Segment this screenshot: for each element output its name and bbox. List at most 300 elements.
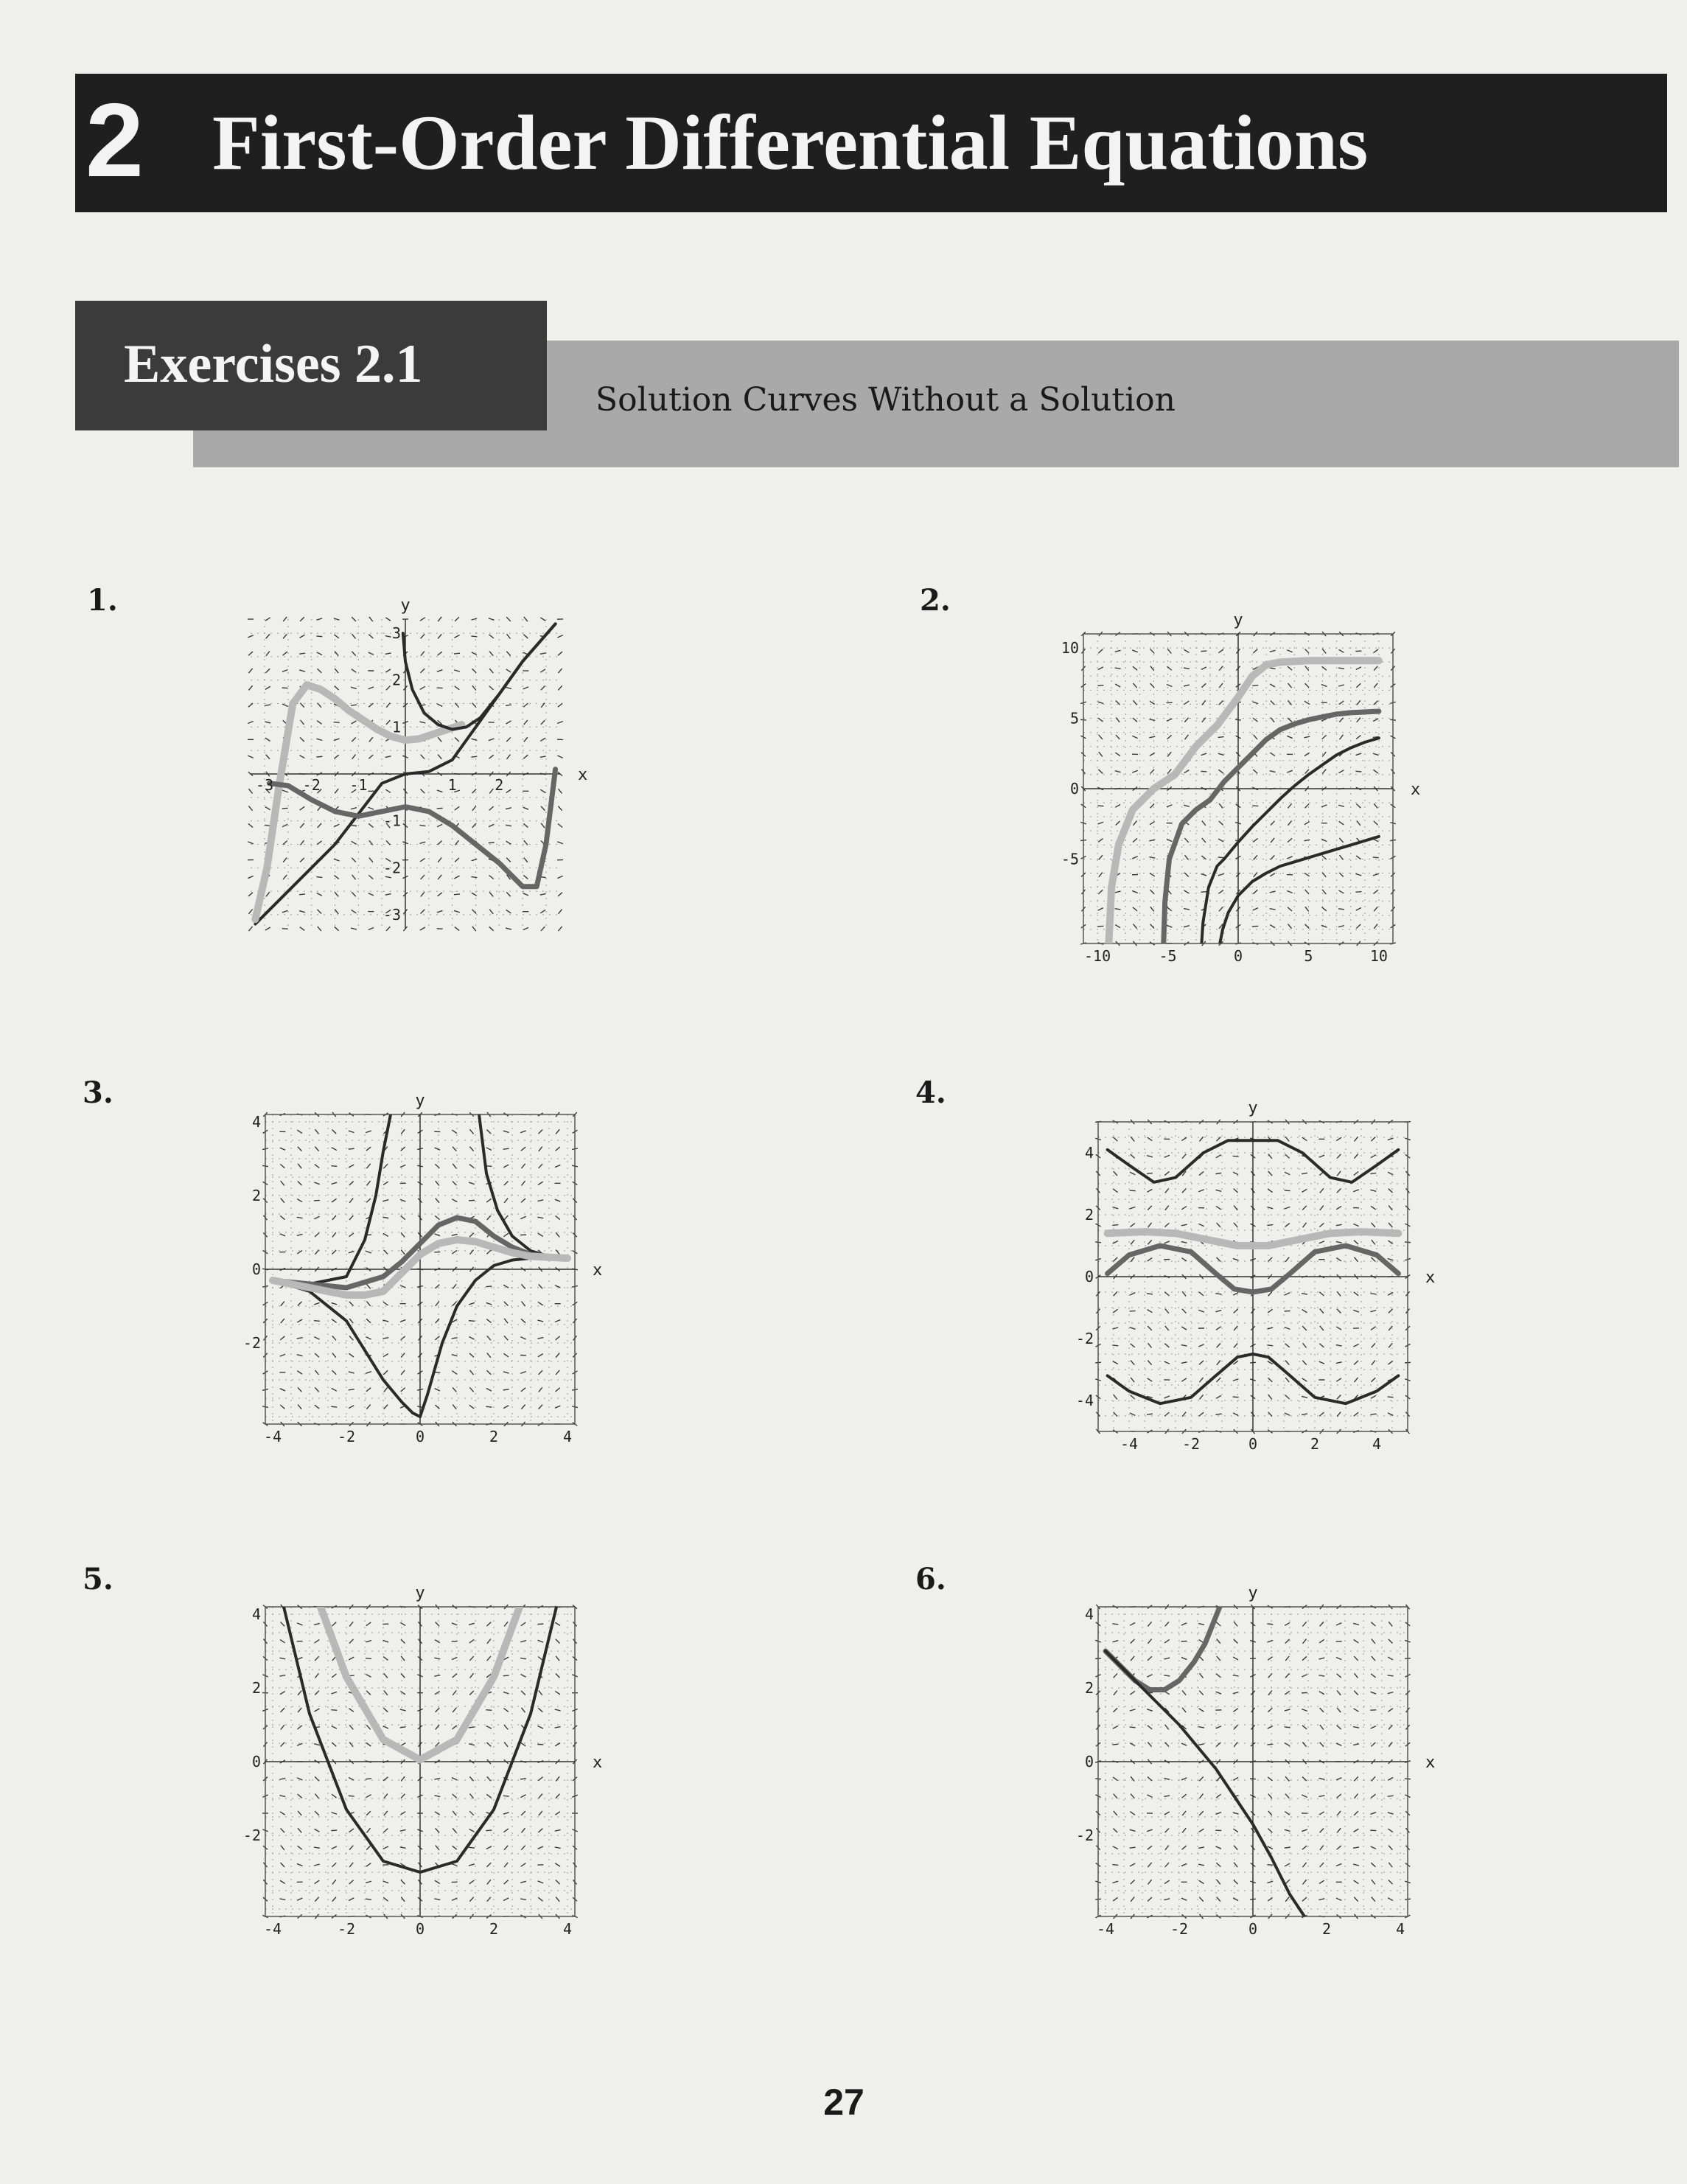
field-mark — [383, 1302, 388, 1305]
field-mark — [331, 1710, 337, 1711]
field-mark — [1201, 892, 1206, 893]
field-mark — [1098, 649, 1103, 653]
field-mark — [453, 1828, 456, 1832]
field-mark — [1181, 1743, 1187, 1745]
field-mark — [1148, 1137, 1153, 1141]
field-mark — [1337, 1794, 1341, 1798]
field-mark — [503, 1813, 509, 1814]
field-mark — [1130, 1172, 1135, 1175]
field-mark — [331, 1182, 337, 1184]
field-mark — [1184, 873, 1189, 877]
field-mark — [489, 806, 494, 810]
field-mark — [469, 1387, 473, 1392]
field-mark — [1199, 1171, 1204, 1175]
field-mark — [1184, 701, 1190, 704]
field-mark — [437, 670, 443, 672]
field-mark — [1305, 907, 1309, 911]
x-tick-label: -10 — [1084, 947, 1111, 965]
field-mark — [297, 1898, 302, 1900]
field-mark — [1285, 1207, 1290, 1209]
field-mark — [523, 807, 528, 809]
field-mark — [421, 892, 425, 896]
field-mark — [558, 823, 562, 827]
field-mark — [1199, 1691, 1204, 1695]
field-mark — [315, 1673, 319, 1678]
field-mark — [301, 720, 304, 725]
field-mark — [1336, 1257, 1341, 1260]
field-mark — [487, 1776, 491, 1781]
field-mark — [1389, 1725, 1392, 1729]
field-mark — [1356, 736, 1361, 739]
field-mark — [1233, 1379, 1239, 1381]
field-mark — [1181, 1623, 1187, 1625]
field-mark — [486, 1863, 491, 1866]
field-mark — [504, 1319, 508, 1323]
field-mark — [435, 1640, 440, 1643]
field-mark — [281, 1846, 284, 1850]
field-mark — [469, 1182, 475, 1185]
x-tick-label: 0 — [1248, 1435, 1258, 1453]
field-mark — [298, 1164, 301, 1168]
x-tick-label: -4 — [263, 1428, 282, 1445]
field-mark — [504, 1302, 509, 1306]
field-mark — [1148, 1240, 1151, 1244]
field-mark — [1373, 719, 1378, 722]
y-tick-label: 2 — [251, 1679, 261, 1697]
direction-field-chart-3 — [221, 1070, 619, 1468]
field-mark — [1372, 1639, 1375, 1644]
field-mark — [1184, 909, 1190, 910]
y-tick-label: -2 — [242, 1827, 261, 1844]
field-mark — [1302, 1137, 1307, 1140]
field-mark — [455, 738, 459, 742]
field-mark — [555, 1812, 560, 1815]
field-mark — [1319, 1241, 1324, 1243]
field-mark — [455, 927, 459, 931]
field-mark — [401, 1129, 405, 1134]
field-mark — [1271, 821, 1275, 826]
field-mark — [489, 927, 494, 930]
field-mark — [521, 1147, 525, 1151]
field-mark — [1130, 1727, 1136, 1728]
field-mark — [503, 1131, 509, 1132]
field-mark — [469, 1897, 473, 1902]
field-mark — [1389, 1846, 1392, 1850]
field-mark — [1339, 890, 1344, 893]
field-mark — [280, 1148, 285, 1150]
field-mark — [487, 1880, 491, 1884]
field-mark — [383, 1829, 388, 1832]
field-mark — [434, 1658, 440, 1659]
field-mark — [1181, 1242, 1187, 1243]
exercise-number: 4. — [915, 1075, 946, 1110]
field-mark — [1285, 1257, 1289, 1262]
field-mark — [1389, 1326, 1392, 1330]
field-mark — [280, 1405, 284, 1409]
field-mark — [1336, 1743, 1341, 1745]
field-mark — [1165, 1725, 1169, 1729]
field-mark — [332, 1794, 336, 1798]
field-mark — [1116, 821, 1120, 826]
field-mark — [1112, 1744, 1118, 1745]
field-mark — [469, 1829, 475, 1832]
field-mark — [520, 1881, 526, 1883]
field-mark — [1285, 1709, 1290, 1711]
field-mark — [400, 1829, 406, 1831]
field-mark — [1354, 1880, 1359, 1883]
field-mark — [1148, 1846, 1152, 1849]
field-mark — [1287, 856, 1292, 859]
field-mark — [469, 1691, 474, 1695]
field-mark — [1182, 1309, 1187, 1313]
field-mark — [1372, 1880, 1375, 1884]
field-mark — [507, 755, 511, 759]
field-mark — [538, 1182, 543, 1185]
field-mark — [1320, 1725, 1324, 1729]
field-mark — [487, 1639, 491, 1644]
field-mark — [1268, 1794, 1272, 1799]
field-mark — [282, 704, 287, 706]
direction-field-chart-2 — [1039, 590, 1437, 988]
field-mark — [281, 1622, 284, 1626]
field-mark — [537, 1200, 543, 1201]
field-mark — [1288, 803, 1291, 808]
field-mark — [1337, 1188, 1341, 1193]
field-mark — [1371, 1813, 1377, 1815]
field-mark — [318, 823, 321, 828]
field-mark — [486, 1830, 492, 1831]
field-mark — [334, 755, 338, 758]
field-mark — [334, 635, 338, 638]
field-mark — [486, 1199, 491, 1202]
field-mark — [1199, 1378, 1203, 1382]
field-mark — [1268, 1189, 1272, 1193]
field-mark — [1130, 1622, 1135, 1625]
field-mark — [1270, 873, 1275, 876]
field-mark — [314, 1302, 320, 1305]
exercise-number: 2. — [920, 583, 951, 618]
field-mark — [1320, 1846, 1324, 1850]
field-mark — [469, 1200, 475, 1201]
field-mark — [1267, 1624, 1273, 1625]
x-tick-label: 10 — [1369, 947, 1388, 965]
field-mark — [349, 1389, 354, 1390]
field-mark — [349, 1657, 354, 1660]
field-mark — [1112, 1865, 1118, 1866]
field-mark — [384, 1673, 388, 1678]
field-mark — [282, 790, 288, 792]
field-mark — [1099, 855, 1103, 859]
field-mark — [248, 910, 252, 914]
field-mark — [420, 618, 425, 621]
field-mark — [248, 789, 252, 793]
field-mark — [1354, 1412, 1358, 1416]
field-mark — [298, 1147, 301, 1151]
field-mark — [1372, 1361, 1375, 1365]
field-mark — [383, 1233, 388, 1236]
field-mark — [349, 1880, 354, 1885]
field-mark — [1201, 771, 1206, 772]
field-mark — [1131, 1639, 1135, 1644]
field-mark — [281, 1181, 284, 1185]
field-mark — [1285, 1361, 1289, 1365]
field-mark — [1388, 1898, 1393, 1901]
x-tick-label: 2 — [1310, 1435, 1320, 1453]
field-mark — [1339, 718, 1343, 722]
field-mark — [555, 1319, 560, 1322]
field-mark — [1370, 1190, 1376, 1191]
field-mark — [1219, 821, 1223, 826]
field-mark — [435, 1692, 440, 1695]
field-mark — [349, 1199, 353, 1203]
field-mark — [1181, 1345, 1187, 1347]
field-mark — [1267, 1865, 1273, 1866]
field-mark — [1199, 1412, 1204, 1416]
field-mark — [1354, 1154, 1358, 1159]
field-mark — [1216, 1155, 1221, 1158]
field-mark — [1374, 683, 1377, 688]
field-mark — [538, 1846, 543, 1849]
field-mark — [1098, 839, 1103, 842]
field-mark — [349, 1215, 353, 1220]
field-mark — [1354, 1829, 1359, 1832]
field-mark — [280, 1164, 284, 1168]
field-mark — [555, 1285, 560, 1288]
field-mark — [385, 789, 391, 792]
y-tick-label: -5 — [1061, 850, 1079, 868]
field-mark — [1131, 1395, 1135, 1399]
x-tick-label: -2 — [1170, 1920, 1189, 1938]
field-mark — [1373, 890, 1377, 894]
field-mark — [352, 875, 356, 879]
field-mark — [280, 1640, 285, 1643]
field-mark — [437, 790, 443, 792]
field-mark — [314, 1623, 320, 1625]
field-mark — [366, 1251, 371, 1253]
field-mark — [469, 1147, 473, 1151]
field-mark — [1354, 1709, 1359, 1712]
field-mark — [1182, 1154, 1187, 1159]
field-mark — [1355, 1794, 1358, 1799]
field-mark — [349, 1709, 353, 1712]
x-tick-label: -1 — [349, 776, 368, 794]
field-mark — [1182, 1794, 1187, 1798]
field-mark — [352, 737, 356, 742]
field-mark — [1268, 1657, 1272, 1661]
field-mark — [1285, 1743, 1290, 1746]
field-mark — [487, 1336, 491, 1340]
field-mark — [1234, 1742, 1237, 1747]
field-mark — [1336, 1362, 1342, 1364]
field-mark — [332, 1846, 337, 1849]
field-mark — [1388, 1397, 1394, 1398]
field-mark — [1354, 1241, 1358, 1244]
solution-curve — [420, 1258, 531, 1417]
field-mark — [489, 652, 493, 656]
field-mark — [1253, 770, 1257, 773]
field-mark — [1302, 1206, 1307, 1210]
field-mark — [1181, 1778, 1187, 1780]
field-mark — [317, 652, 322, 655]
field-mark — [471, 618, 477, 620]
field-mark — [1148, 1223, 1152, 1227]
field-mark — [438, 755, 441, 759]
field-mark — [1219, 907, 1223, 911]
field-mark — [506, 892, 510, 896]
field-mark — [282, 910, 288, 913]
field-mark — [1285, 1812, 1290, 1815]
field-mark — [1305, 683, 1310, 688]
field-mark — [369, 893, 374, 896]
field-mark — [349, 1233, 353, 1237]
field-mark — [506, 737, 511, 742]
field-mark — [1149, 719, 1155, 721]
field-mark — [469, 1880, 475, 1884]
x-tick-label: -2 — [337, 1920, 356, 1938]
field-mark — [1216, 1206, 1221, 1209]
field-mark — [349, 1898, 354, 1901]
field-mark — [400, 1691, 405, 1694]
field-mark — [541, 685, 545, 690]
field-mark — [366, 1674, 371, 1677]
y-tick-label: -2 — [1075, 1827, 1094, 1844]
field-mark — [1303, 1223, 1307, 1227]
x-axis-label: x — [1411, 781, 1421, 799]
field-mark — [366, 1131, 371, 1133]
field-mark — [299, 653, 305, 654]
field-mark — [1182, 1708, 1186, 1712]
y-tick-label: 2 — [251, 1187, 261, 1204]
field-mark — [437, 704, 442, 706]
field-mark — [1181, 1207, 1187, 1210]
field-mark — [522, 1708, 525, 1712]
field-mark — [1320, 1326, 1324, 1330]
field-mark — [521, 1863, 526, 1867]
field-mark — [349, 1148, 354, 1149]
field-mark — [385, 876, 391, 878]
field-mark — [469, 1656, 473, 1661]
field-mark — [349, 1742, 353, 1747]
field-mark — [383, 1657, 388, 1661]
field-mark — [438, 737, 441, 742]
field-mark — [1114, 1673, 1117, 1678]
field-mark — [521, 1691, 525, 1695]
field-mark — [1320, 1206, 1324, 1210]
field-mark — [538, 1354, 543, 1357]
field-mark — [452, 1234, 458, 1235]
field-mark — [383, 1354, 388, 1357]
field-mark — [421, 669, 425, 673]
field-mark — [316, 877, 322, 878]
field-mark — [1234, 1343, 1237, 1347]
field-mark — [503, 1898, 509, 1901]
field-mark — [556, 1776, 559, 1781]
x-axis-label: x — [1425, 1269, 1436, 1287]
field-mark — [281, 1199, 284, 1203]
field-mark — [1198, 1190, 1204, 1192]
x-axis-label: x — [1425, 1754, 1436, 1772]
field-mark — [1374, 821, 1378, 825]
field-mark — [1218, 839, 1223, 842]
field-mark — [1164, 1812, 1170, 1815]
field-mark — [539, 1147, 542, 1151]
field-mark — [1218, 874, 1224, 876]
field-mark — [1199, 1880, 1204, 1883]
field-mark — [1233, 1709, 1238, 1712]
field-mark — [1131, 1880, 1135, 1885]
field-mark — [520, 1337, 525, 1339]
y-tick-label: 10 — [1061, 639, 1079, 657]
field-mark — [538, 1657, 542, 1661]
field-mark — [1164, 1344, 1169, 1347]
field-mark — [318, 927, 321, 931]
field-mark — [486, 1710, 492, 1711]
field-mark — [1285, 1344, 1290, 1347]
field-mark — [283, 617, 287, 621]
field-mark — [469, 1321, 475, 1322]
field-mark — [1337, 1846, 1341, 1849]
field-mark — [489, 686, 494, 690]
field-mark — [1149, 840, 1155, 841]
field-mark — [1270, 668, 1276, 669]
field-mark — [401, 1880, 405, 1884]
field-mark — [1113, 1897, 1117, 1901]
x-tick-label: 4 — [1395, 1920, 1405, 1938]
field-mark — [1130, 1847, 1136, 1848]
field-mark — [1112, 1624, 1118, 1625]
field-mark — [1216, 1692, 1221, 1694]
field-mark — [555, 1829, 561, 1831]
field-mark — [538, 1829, 542, 1832]
field-mark — [331, 1166, 337, 1167]
field-mark — [1216, 1674, 1220, 1678]
field-mark — [1338, 685, 1344, 686]
field-mark — [521, 1795, 526, 1798]
field-mark — [537, 1338, 543, 1339]
field-mark — [420, 858, 425, 862]
field-mark — [349, 1846, 353, 1850]
field-mark — [1098, 702, 1104, 703]
field-mark — [1253, 839, 1257, 842]
field-mark — [317, 841, 321, 845]
field-mark — [369, 875, 373, 879]
field-mark — [1098, 822, 1104, 824]
field-mark — [1164, 1396, 1170, 1398]
field-mark — [435, 1148, 440, 1150]
field-mark — [452, 1355, 458, 1356]
field-mark — [401, 1388, 405, 1392]
field-mark — [1133, 700, 1136, 705]
field-mark — [1355, 771, 1361, 772]
field-mark — [503, 1389, 509, 1390]
field-mark — [489, 669, 493, 673]
field-mark — [1271, 718, 1274, 722]
field-mark — [280, 1880, 285, 1883]
field-mark — [521, 1302, 525, 1306]
field-mark — [487, 1215, 491, 1220]
field-mark — [1217, 1343, 1220, 1347]
field-mark — [248, 685, 252, 690]
field-mark — [486, 1319, 491, 1323]
field-mark — [521, 1181, 525, 1185]
field-mark — [506, 669, 511, 672]
field-mark — [1165, 1188, 1169, 1193]
field-mark — [419, 842, 425, 843]
field-mark — [315, 1147, 318, 1151]
field-mark — [332, 1130, 336, 1134]
field-mark — [1353, 1310, 1359, 1312]
field-mark — [297, 1234, 303, 1235]
